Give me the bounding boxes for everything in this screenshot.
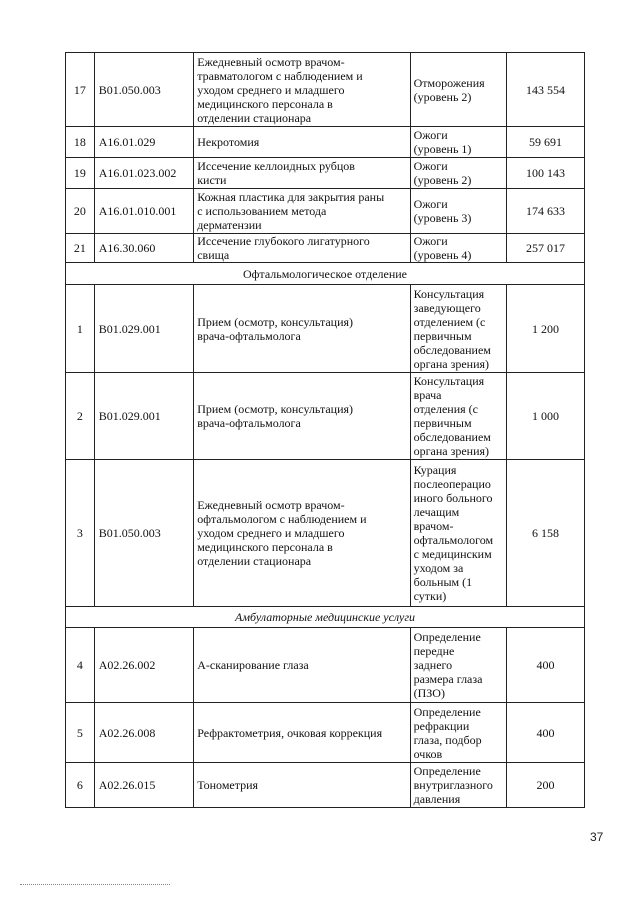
service-name: А-сканирование глаза <box>194 628 410 703</box>
service-price: 257 017 <box>507 234 585 263</box>
service-code: A16.01.029 <box>94 127 193 158</box>
service-price: 143 554 <box>507 53 585 127</box>
table-row <box>66 628 585 703</box>
service-price: 1 200 <box>507 285 585 373</box>
table-row <box>66 763 585 808</box>
row-number: 4 <box>66 628 95 703</box>
service-code: B01.050.003 <box>94 460 193 607</box>
service-name: Иссечение глубокого лигатурного свища <box>194 234 410 263</box>
table-body <box>66 53 585 808</box>
row-number: 20 <box>66 189 95 234</box>
service-price: 400 <box>507 703 585 763</box>
service-name: Прием (осмотр, консультация) врача-офтальмолога <box>194 285 410 373</box>
service-name: Рефрактометрия, очковая коррекция <box>194 703 410 763</box>
service-condition: Определение внутриглазного давления <box>410 763 506 808</box>
service-price: 174 633 <box>507 189 585 234</box>
footer-divider <box>20 884 170 885</box>
service-condition: Ожоги (уровень 3) <box>410 189 506 234</box>
page-number: 37 <box>590 830 604 844</box>
service-name: Ежедневный осмотр врачом- травматологом с наблюдением и уходом среднего и младшего медицинского персонала в отделении стационара <box>194 53 410 127</box>
service-code: A02.26.008 <box>94 703 193 763</box>
table-row <box>66 127 585 158</box>
section-title: Офтальмологическое отделение <box>66 263 585 285</box>
table-row <box>66 158 585 189</box>
service-condition: Консультация заведующего отделением (с первичным обследованием органа зрения) <box>410 285 506 373</box>
service-code: B01.029.001 <box>94 373 193 460</box>
row-number: 5 <box>66 703 95 763</box>
service-code: A16.01.010.001 <box>94 189 193 234</box>
service-price: 200 <box>507 763 585 808</box>
service-condition: Ожоги (уровень 1) <box>410 127 506 158</box>
row-number: 6 <box>66 763 95 808</box>
service-condition: Определение передне заднего размера глаза (ПЗО) <box>410 628 506 703</box>
service-code: A16.01.023.002 <box>94 158 193 189</box>
service-price: 400 <box>507 628 585 703</box>
section-header-row <box>66 263 585 285</box>
service-price: 1 000 <box>507 373 585 460</box>
row-number: 21 <box>66 234 95 263</box>
section-title: Амбулаторные медицинские услуги <box>66 607 585 628</box>
row-number: 17 <box>66 53 95 127</box>
row-number: 2 <box>66 373 95 460</box>
service-condition: Ожоги (уровень 4) <box>410 234 506 263</box>
service-condition: Определение рефракции глаза, подбор очков <box>410 703 506 763</box>
table-row <box>66 460 585 607</box>
row-number: 19 <box>66 158 95 189</box>
service-code: B01.050.003 <box>94 53 193 127</box>
service-name: Иссечение келлоидных рубцов кисти <box>194 158 410 189</box>
table-row <box>66 703 585 763</box>
service-condition: Консультация врача отделения (с первичным обследованием органа зрения) <box>410 373 506 460</box>
service-name: Прием (осмотр, консультация) врача-офтальмолога <box>194 373 410 460</box>
service-name: Некротомия <box>194 127 410 158</box>
service-name: Кожная пластика для закрытия раны с использованием метода дерматензии <box>194 189 410 234</box>
service-code: A02.26.015 <box>94 763 193 808</box>
row-number: 18 <box>66 127 95 158</box>
row-number: 1 <box>66 285 95 373</box>
table-row <box>66 285 585 373</box>
service-price: 100 143 <box>507 158 585 189</box>
service-code: B01.029.001 <box>94 285 193 373</box>
services-price-table <box>65 52 585 808</box>
service-price: 6 158 <box>507 460 585 607</box>
service-code: A16.30.060 <box>94 234 193 263</box>
service-code: A02.26.002 <box>94 628 193 703</box>
table-row <box>66 53 585 127</box>
table-row <box>66 189 585 234</box>
service-price: 59 691 <box>507 127 585 158</box>
service-condition: Отморожения (уровень 2) <box>410 53 506 127</box>
service-name: Тонометрия <box>194 763 410 808</box>
service-condition: Ожоги (уровень 2) <box>410 158 506 189</box>
section-header-row <box>66 607 585 628</box>
service-condition: Курация послеоперацио иного больного лечащим врачом- офтальмологом с медицинским уходом за больным (1 сутки) <box>410 460 506 607</box>
service-name: Ежедневный осмотр врачом- офтальмологом с наблюдением и уходом среднего и младшего медицинского персонала в отделении стационара <box>194 460 410 607</box>
row-number: 3 <box>66 460 95 607</box>
table-row <box>66 234 585 263</box>
table-row <box>66 373 585 460</box>
